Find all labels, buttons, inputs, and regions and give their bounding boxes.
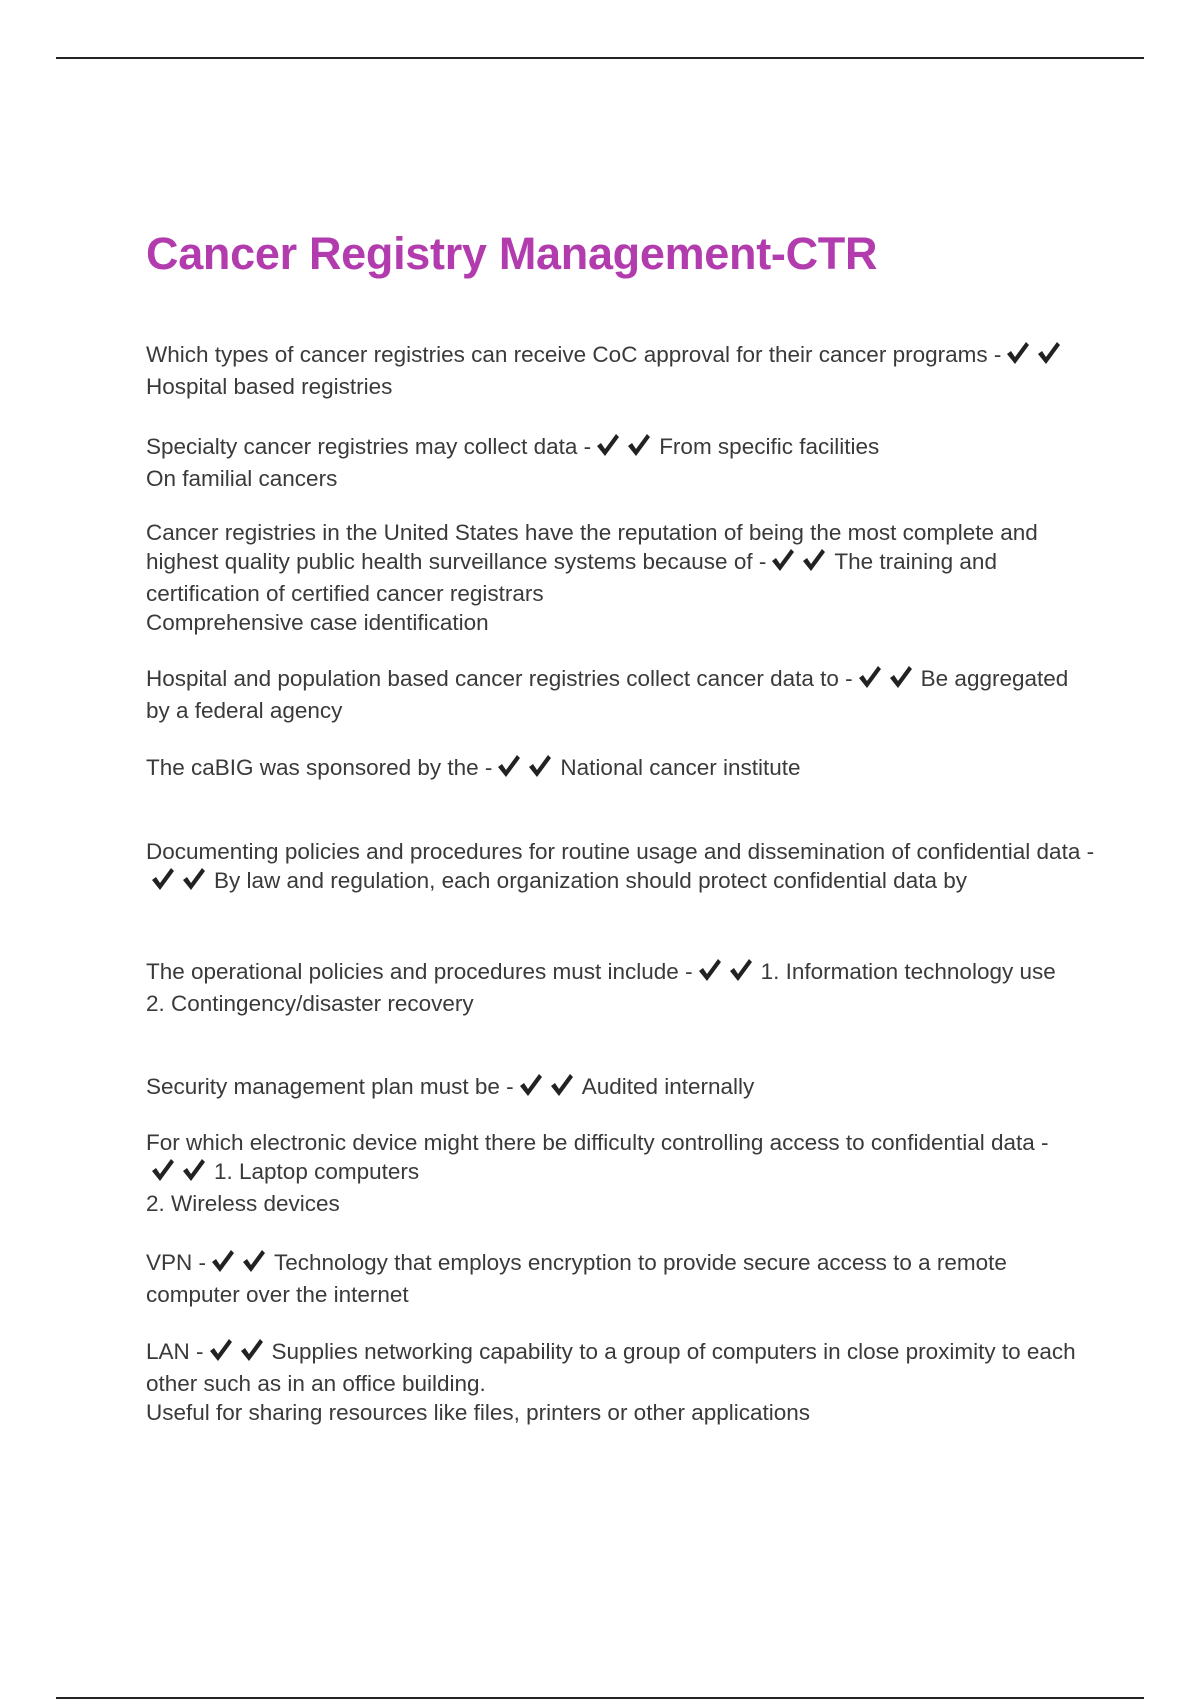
qa-item: [146, 957, 1096, 1018]
question-text: Which types of cancer registries can receive CoC approval for their cancer programs -: [146, 342, 1002, 367]
qa-item: [146, 753, 1096, 785]
answer-text: From specific facilities: [659, 434, 880, 459]
answer-line: 2. Contingency/disaster recovery: [146, 991, 474, 1016]
answer-text: By law and regulation, each organization should protect confidential data by: [214, 868, 967, 893]
double-check-mark-icon: [150, 1158, 212, 1189]
double-check-mark-icon: [150, 867, 212, 898]
qa-item: [146, 837, 1096, 898]
double-check-mark-icon: [595, 433, 657, 464]
qa-item: [146, 1248, 1096, 1309]
qa-item: [146, 340, 1096, 401]
double-check-mark-icon: [208, 1338, 270, 1369]
qa-item: [146, 518, 1096, 637]
answer-text: Supplies networking capability to a group of computers in close proximity to each other such as in an office building.: [146, 1339, 1076, 1396]
question-text: Hospital and population based cancer registries collect cancer data to -: [146, 666, 853, 691]
header-rule: [56, 57, 1144, 59]
qa-item: [146, 1337, 1096, 1427]
question-text: For which electronic device might there be difficulty controlling access to confidential data -: [146, 1130, 1049, 1155]
qa-item: [146, 432, 1096, 493]
footer-rule: [56, 1697, 1144, 1699]
double-check-mark-icon: [496, 754, 558, 785]
question-text: Specialty cancer registries may collect data -: [146, 434, 592, 459]
answer-line: On familial cancers: [146, 466, 338, 491]
double-check-mark-icon: [857, 665, 919, 696]
question-text: The operational policies and procedures must include -: [146, 959, 693, 984]
double-check-mark-icon: [210, 1249, 272, 1280]
question-text: LAN -: [146, 1339, 204, 1364]
answer-line: 2. Wireless devices: [146, 1191, 340, 1216]
answer-text: National cancer institute: [560, 755, 801, 780]
double-check-mark-icon: [697, 958, 759, 989]
answer-text: 1. Information technology use: [760, 959, 1056, 984]
answer-text: Technology that employs encryption to provide secure access to a remote computer over the internet: [146, 1250, 1007, 1307]
answer-text: 1. Laptop computers: [214, 1159, 420, 1184]
question-text: Documenting policies and procedures for routine usage and dissemination of confidential data -: [146, 839, 1095, 864]
question-text: VPN -: [146, 1250, 207, 1275]
document-title: Cancer Registry Management-CTR: [146, 228, 878, 279]
answer-text: Hospital based registries: [146, 374, 393, 399]
question-text: Cancer registries in the United States have the reputation of being the most complete and highest quality public health surveillance systems because of -: [146, 520, 1038, 574]
qa-item: [146, 664, 1096, 725]
question-text: Security management plan must be -: [146, 1074, 514, 1099]
double-check-mark-icon: [518, 1073, 580, 1104]
qa-item: [146, 1072, 1096, 1104]
question-text: The caBIG was sponsored by the -: [146, 755, 493, 780]
answer-text: Be aggregated by a federal agency: [146, 666, 1069, 723]
answer-text: Audited internally: [581, 1074, 755, 1099]
qa-item: [146, 1128, 1096, 1218]
answer-text: The training and certification of certified cancer registrars: [146, 549, 997, 606]
answer-line: Useful for sharing resources like files, printers or other applications: [146, 1400, 811, 1425]
answer-line: Comprehensive case identification: [146, 610, 489, 635]
double-check-mark-icon: [1005, 341, 1067, 372]
double-check-mark-icon: [770, 548, 832, 579]
